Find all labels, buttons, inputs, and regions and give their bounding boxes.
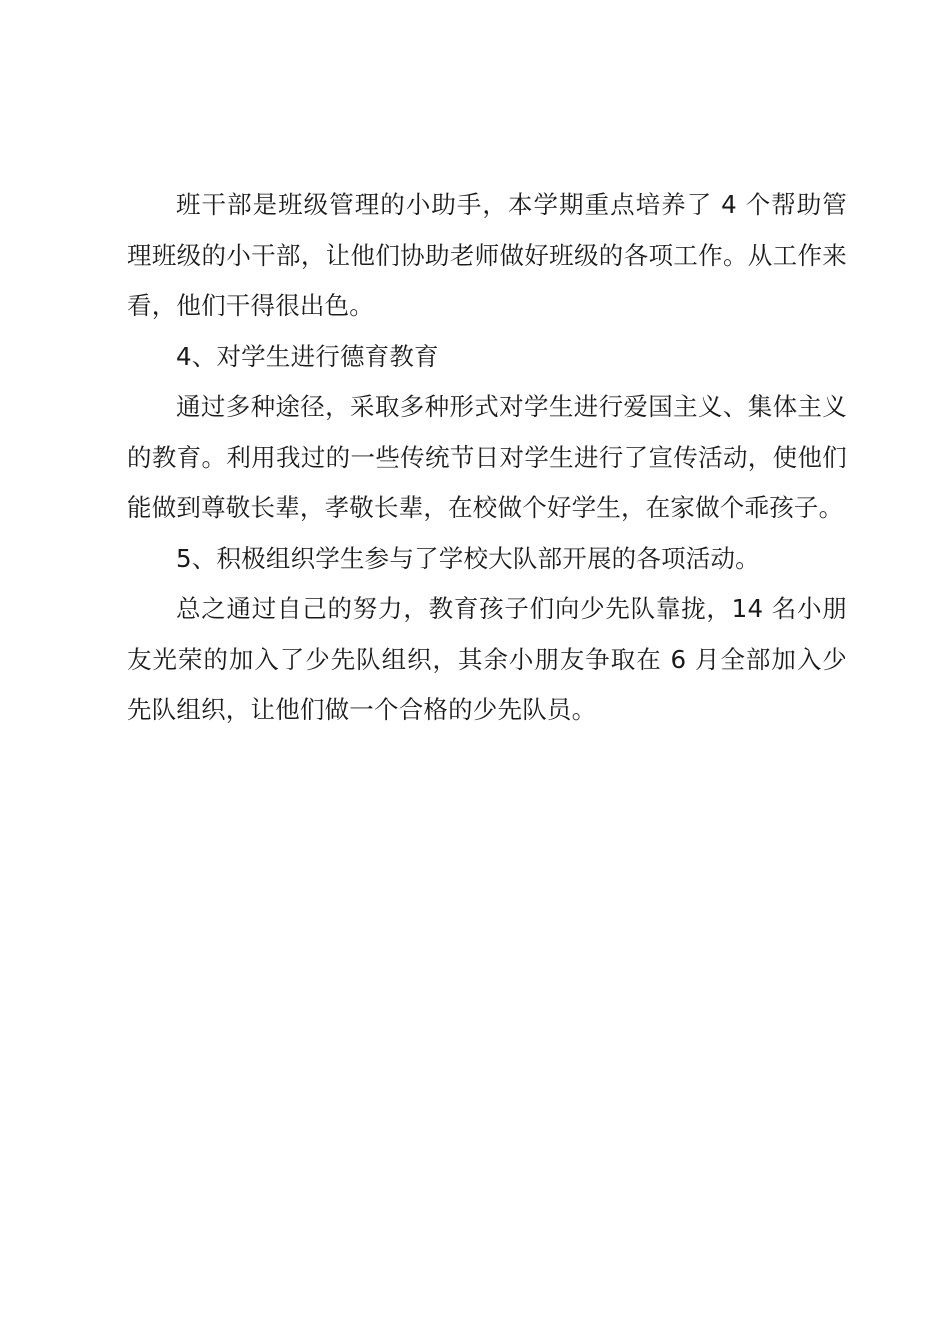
paragraph-class-cadres: 班干部是班级管理的小助手，本学期重点培养了 4 个帮助管理班级的小干部，让他们协助老师做好班级的各项工作。从工作来看，他们干得很出色。 (127, 190, 847, 320)
paragraph-heading-moral-education: 4、对学生进行德育教育 (176, 341, 439, 371)
document-body (127, 180, 847, 736)
paragraph-activities: 5、积极组织学生参与了学校大队部开展的各项活动。 (176, 543, 760, 573)
paragraph-summary: 总之通过自己的努力，教育孩子们向少先队靠拢，14 名小朋友光荣的加入了少先队组织，其余小朋友争取在 6 月全部加入少先队组织，让他们做一个合格的少先队员。 (127, 594, 847, 724)
paragraph-patriotism-education: 通过多种途径，采取多种形式对学生进行爱国主义、集体主义的教育。利用我过的一些传统节日对学生进行了宣传活动，使他们能做到尊敬长辈，孝敬长辈，在校做个好学生，在家做个乖孩子。 (127, 392, 847, 522)
